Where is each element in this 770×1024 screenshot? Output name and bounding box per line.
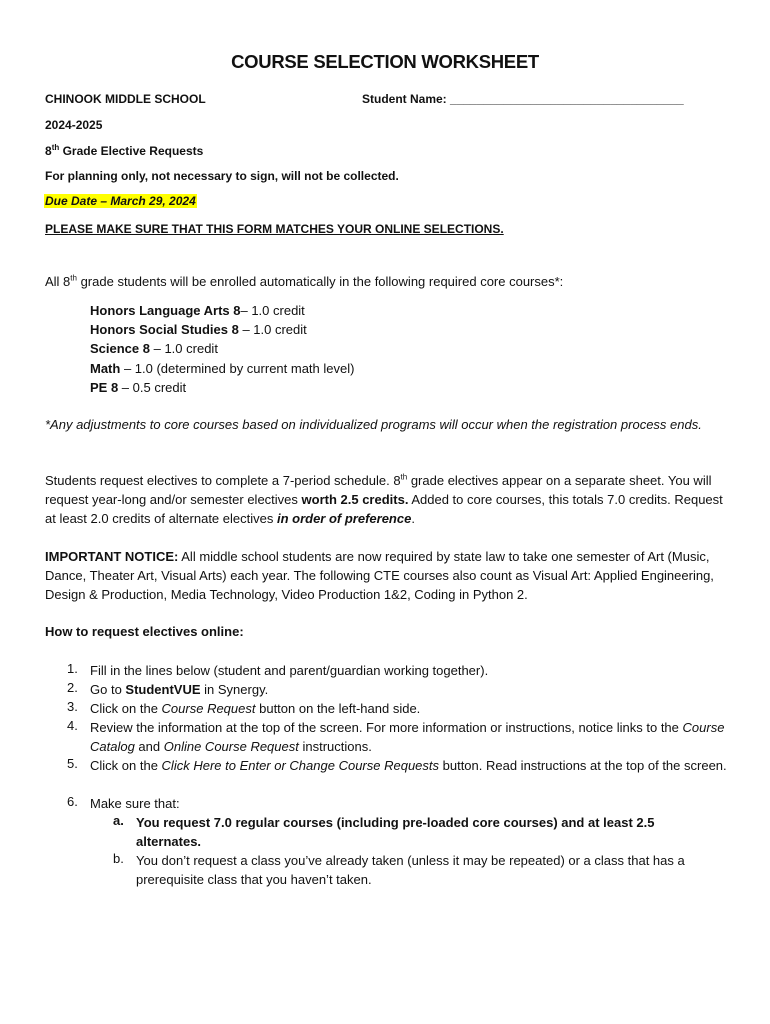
electives-text-c: Added to core courses, this totals 7.0 credits. Request at least 2.0 credits of alternate electives bbox=[45, 492, 723, 527]
adjustments-note bbox=[45, 415, 735, 434]
core-course-credit: – 1.0 credit bbox=[238, 322, 307, 338]
step-2-studentvue: StudentVUE bbox=[125, 682, 201, 697]
electives-sup: th bbox=[400, 472, 408, 482]
grade-number: 8 bbox=[45, 144, 52, 158]
electives-text-b: grade electives appear on a separate sheet. You will request year-long and/or semester electives bbox=[45, 473, 712, 508]
step-5-text-c: button. Read instructions at the top of the screen. bbox=[439, 758, 727, 773]
step-5 bbox=[90, 756, 730, 775]
student-name-field bbox=[362, 92, 684, 106]
step-3-text-c: button on the left-hand side. bbox=[255, 701, 421, 716]
due-date bbox=[44, 194, 197, 208]
important-notice-label: IMPORTANT NOTICE: bbox=[45, 549, 179, 564]
core-course-name: Science 8 bbox=[90, 341, 150, 357]
core-intro-sup: th bbox=[70, 273, 77, 283]
sub-item-a: You request 7.0 regular courses (including pre-loaded core courses) and at least 2.5 alternates. bbox=[136, 815, 655, 850]
step-number: 5. bbox=[67, 756, 78, 771]
core-course-item bbox=[90, 339, 354, 358]
electives-text-a: Students request electives to complete a 7-period schedule. 8 bbox=[45, 473, 401, 488]
planning-note: For planning only, not necessary to sign, will not be collected. bbox=[45, 169, 399, 183]
step-number: 3. bbox=[67, 699, 78, 714]
sub-item-b: You don’t request a class you’ve already taken (unless it may be repeated) or a class that has a prerequisite class that you haven’t taken. bbox=[136, 853, 685, 888]
step-4 bbox=[90, 718, 730, 756]
how-to-heading: How to request electives online: bbox=[45, 624, 244, 639]
adjustments-note-text: *Any adjustments to core courses based on individualized programs will occur when the registration process ends. bbox=[45, 417, 702, 432]
core-course-item bbox=[90, 359, 354, 378]
step-4-text-a: Review the information at the top of the screen. For more information or instructions, notice links to the bbox=[90, 720, 683, 735]
core-course-item bbox=[90, 301, 354, 320]
core-course-item bbox=[90, 320, 354, 339]
step-4-online-course-request: Online Course Request bbox=[163, 739, 299, 755]
step-number: 2. bbox=[67, 680, 78, 695]
step-number: 1. bbox=[67, 661, 78, 676]
step-5-text-a: Click on the bbox=[90, 758, 162, 773]
step-3-course-request: Course Request bbox=[161, 701, 256, 716]
core-course-credit: – 1.0 credit bbox=[240, 303, 305, 318]
core-course-name: Math bbox=[90, 360, 121, 376]
core-course-credit: – 1.0 credit bbox=[150, 341, 218, 357]
electives-paragraph bbox=[45, 471, 735, 529]
due-date-highlight: Due Date – March 29, 2024 bbox=[45, 194, 196, 208]
form-match-notice: PLEASE MAKE SURE THAT THIS FORM MATCHES YOUR ONLINE SELECTIONS. bbox=[45, 222, 504, 236]
core-course-name: Honors Language Arts 8 bbox=[90, 303, 241, 318]
sub-item-letter: b. bbox=[113, 851, 124, 866]
step-number: 6. bbox=[67, 794, 78, 809]
electives-text-d: . bbox=[411, 511, 415, 527]
step-5-change-requests: Click Here to Enter or Change Course Requests bbox=[161, 758, 440, 773]
school-year: 2024-2025 bbox=[45, 118, 103, 132]
sub-item-letter: a. bbox=[113, 813, 124, 828]
step-number: 4. bbox=[67, 718, 78, 733]
step-1: Fill in the lines below (student and parent/guardian working together). bbox=[90, 663, 489, 678]
student-name-blank: ___________________________________ bbox=[450, 92, 684, 106]
core-course-name: PE 8 bbox=[90, 379, 119, 395]
core-course-credit: – 0.5 credit bbox=[118, 379, 187, 395]
step-2-text-a: Go to bbox=[90, 682, 126, 697]
step-4-text-m: and bbox=[134, 739, 164, 755]
step-3 bbox=[90, 699, 730, 718]
core-intro-b: grade students will be enrolled automatically in the following required core courses*: bbox=[76, 274, 564, 289]
core-course-item bbox=[90, 378, 354, 397]
core-course-name: Honors Social Studies 8 bbox=[90, 322, 239, 338]
grade-sup: th bbox=[51, 143, 60, 152]
core-course-list bbox=[90, 301, 354, 397]
important-notice bbox=[45, 547, 735, 605]
step-6: Make sure that: bbox=[90, 796, 180, 811]
step-2-text-c: in Synergy. bbox=[200, 682, 269, 697]
step-3-text-a: Click on the bbox=[90, 701, 162, 716]
core-course-credit: – 1.0 (determined by current math level) bbox=[120, 360, 355, 376]
step-4-text-c: instructions. bbox=[298, 739, 372, 755]
electives-credits: worth 2.5 credits. bbox=[301, 492, 409, 508]
core-intro-a: All 8 bbox=[45, 274, 71, 289]
grade-heading bbox=[45, 144, 203, 158]
grade-heading-text: Grade Elective Requests bbox=[59, 144, 204, 158]
step-2 bbox=[90, 680, 730, 699]
page-title: COURSE SELECTION WORKSHEET bbox=[231, 51, 539, 72]
school-name: CHINOOK MIDDLE SCHOOL bbox=[45, 92, 206, 106]
step-4-course-catalog: Course Catalog bbox=[90, 720, 725, 755]
important-notice-text: All middle school students are now required by state law to take one semester of Art (Music, Dance, Theater Art, Visual Arts) each year. The following CTE courses also count as Visual Art: Applied Engineering, Design & Production, Media Technology, Video Production 1&2, Coding in Python 2. bbox=[45, 549, 714, 603]
core-intro bbox=[45, 272, 735, 291]
student-name-label: Student Name: bbox=[362, 92, 447, 106]
electives-preference: in order of preference bbox=[276, 511, 412, 527]
